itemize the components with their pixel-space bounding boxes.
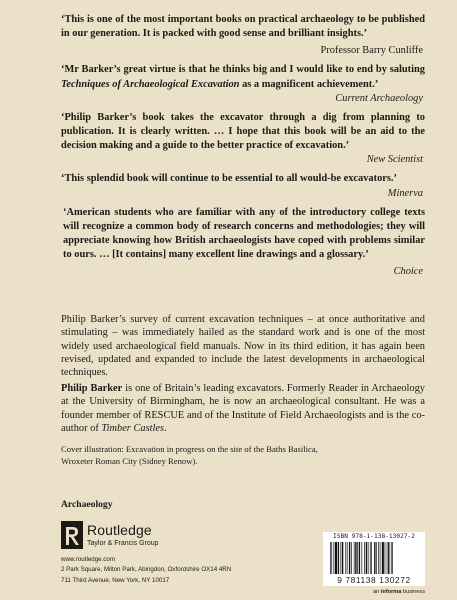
barcode-bar bbox=[382, 542, 384, 574]
barcode-bar bbox=[368, 542, 369, 574]
barcode-bar bbox=[385, 542, 386, 574]
quote-text: ‘This is one of the most important books on practical archaeology to be published in our generation. It is packed with good sense and brilliant insights.’ bbox=[61, 14, 425, 40]
barcode-image bbox=[329, 542, 419, 574]
quote-text-part: ‘Mr Barker’s great virtue is that he thinks big and I would like to end by saluting bbox=[61, 64, 425, 76]
barcode-bar bbox=[347, 542, 348, 574]
quote-current-archaeology bbox=[61, 63, 425, 104]
informa-prefix: an bbox=[373, 589, 381, 595]
barcode-bar bbox=[392, 542, 393, 574]
barcode-bar bbox=[334, 542, 335, 574]
informa-suffix: business bbox=[401, 589, 425, 595]
review-quotes bbox=[61, 13, 425, 278]
quote-book-title: Techniques of Archaeological Excavation bbox=[61, 78, 240, 90]
quote-cunliffe bbox=[61, 13, 425, 57]
quote-attribution: Minerva bbox=[387, 187, 423, 199]
author-bio bbox=[61, 382, 425, 435]
barcode-bar bbox=[357, 542, 358, 574]
quote-attribution: Choice bbox=[393, 266, 423, 278]
subject-category: Archaeology bbox=[61, 499, 113, 510]
barcode-bar bbox=[378, 542, 379, 574]
quote-text: ‘American students who are familiar with any of the introductory college texts will recognize a common body of research concerns and methodologies; they will appreciate knowing how British archaeologists have coped with problems similar to ours. … [It contains] many excellent line drawings and a glossary.’ bbox=[63, 206, 425, 261]
author-bio-end: . bbox=[164, 422, 167, 434]
cover-credit-line: Cover illustration: Excavation in progress on the site of the Baths Basilica, bbox=[61, 444, 318, 454]
quote-text-part: as a magnificent achievement.’ bbox=[239, 78, 379, 90]
barcode-bar bbox=[349, 542, 350, 574]
barcode-bar bbox=[388, 542, 389, 574]
barcode-bar bbox=[391, 542, 392, 574]
author-bio-text: is one of Britain’s leading excavators. Formerly Reader in Archaeology at the University of Birmingham, he is now an archaeological consultant. He was a founder member of RESCUE and of the Institute of Field Archaeologists and is the co-author of bbox=[61, 383, 425, 434]
barcode-bar bbox=[359, 542, 360, 574]
isbn-label: ISBN 978-1-138-13027-2 bbox=[333, 533, 415, 540]
book-description: Philip Barker’s survey of current excavation techniques – at once authoritative and stimulating – was immediately hailed as the standard work and is one of the most widely used archaeological field manuals. Now in its third edition, it has again been revised, updated and expanded to include the latest developments in archaeological techniques. bbox=[61, 314, 425, 379]
barcode-bar bbox=[387, 542, 388, 574]
barcode-bar bbox=[335, 542, 337, 574]
barcode-bar bbox=[331, 542, 332, 574]
publisher-group: Taylor & Francis Group bbox=[87, 540, 159, 547]
barcode-bar bbox=[342, 542, 343, 574]
routledge-logo-icon bbox=[61, 521, 83, 549]
author-name: Philip Barker bbox=[61, 383, 123, 394]
barcode-box bbox=[323, 532, 425, 586]
quote-text bbox=[61, 63, 425, 91]
quote-text: ‘Philip Barker’s book takes the excavator through a dig from planning to publication. It is clearly written. … I hope that this book will be an aid to the decision making and a guide to the better practice of excavation.’ bbox=[61, 111, 425, 152]
quote-choice bbox=[61, 206, 425, 279]
informa-brand: informa bbox=[380, 589, 402, 595]
publisher-address-uk: 2 Park Square, Milton Park, Abingdon, Oxfordshire OX14 4RN bbox=[61, 566, 232, 573]
barcode-bar bbox=[371, 542, 372, 574]
barcode-bar bbox=[341, 542, 342, 574]
barcode-bar bbox=[364, 542, 365, 574]
barcode-bar bbox=[366, 542, 367, 574]
barcode-bar bbox=[351, 542, 352, 574]
quote-attribution: Current Archaeology bbox=[335, 92, 423, 104]
barcode-digits: 9 781138 130272 bbox=[337, 575, 411, 585]
informa-business-tag bbox=[373, 589, 425, 595]
barcode-bar bbox=[355, 542, 356, 574]
publisher-name: Routledge bbox=[87, 522, 152, 538]
quote-attribution: New Scientist bbox=[366, 154, 423, 166]
quote-attribution: Professor Barry Cunliffe bbox=[320, 45, 423, 57]
barcode-bar bbox=[374, 542, 375, 574]
barcode-bar bbox=[330, 542, 331, 574]
publisher-url[interactable]: www.routledge.com bbox=[61, 556, 115, 563]
barcode-bar bbox=[376, 542, 377, 574]
author-book-title: Timber Castles bbox=[101, 422, 165, 434]
cover-illustration-credit bbox=[61, 444, 425, 467]
cover-credit-line: Wroxeter Roman City (Sidney Renow). bbox=[61, 455, 198, 466]
barcode-bar bbox=[338, 542, 339, 574]
barcode-bar bbox=[362, 542, 363, 574]
quote-text: ‘This splendid book will continue to be essential to all would-be excavators.’ bbox=[61, 173, 397, 185]
barcode-bar bbox=[370, 542, 371, 574]
publisher-address-us: 711 Third Avenue, New York, NY 10017 bbox=[61, 577, 170, 584]
barcode-bar bbox=[345, 542, 346, 574]
quote-minerva bbox=[61, 172, 425, 199]
quote-new-scientist bbox=[61, 111, 425, 167]
barcode-bar bbox=[380, 542, 381, 574]
barcode-bar bbox=[354, 542, 355, 574]
